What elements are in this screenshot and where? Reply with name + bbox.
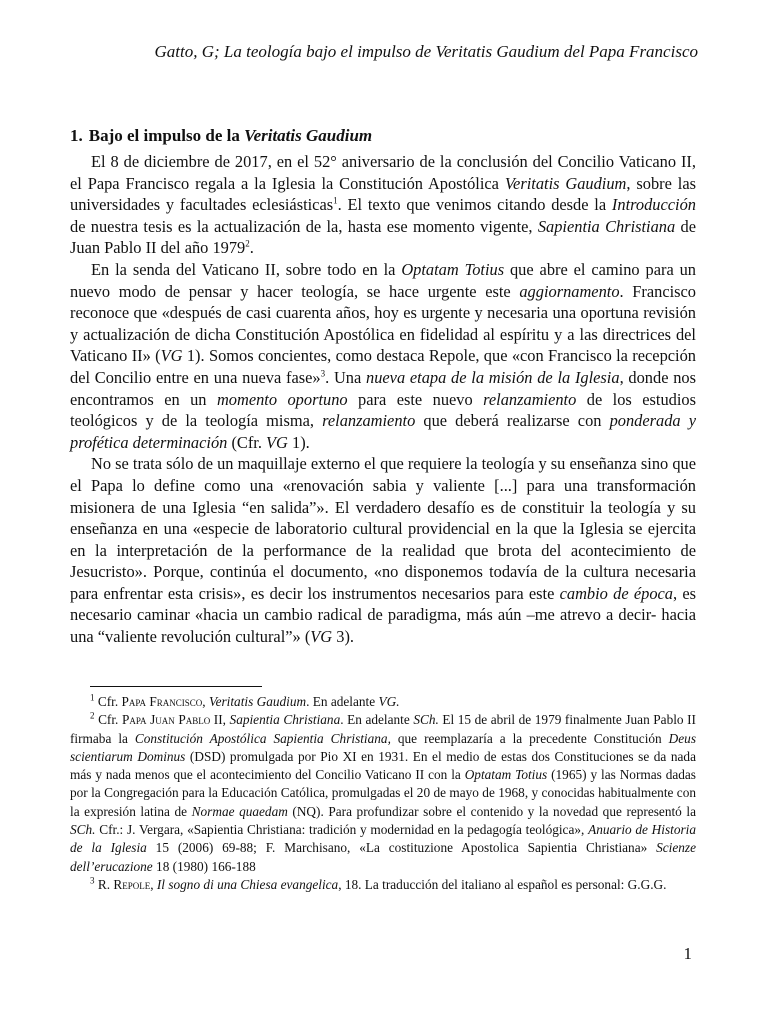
- text-run: (Cfr.: [227, 432, 267, 452]
- text-run: que reemplazaría a la precedente Constitución: [390, 730, 669, 746]
- text-run: (1965) y las Normas dadas por la Congregación para la Educación Católica, promulgadas el 20 de mayo de 1968, y conocidas habitualmente con la expresión latina de: [70, 767, 696, 819]
- italic-run: Sapientia Christiana: [537, 216, 676, 236]
- text-run: Cfr.: [94, 694, 122, 709]
- footnote-mark: 1: [90, 692, 95, 703]
- text-run: que deberá realizarse con: [415, 411, 610, 431]
- section-number: 1.: [70, 126, 83, 145]
- italic-run: Scienze dell’erucazione: [70, 840, 696, 874]
- text-run: , donde nos encontramos en un: [70, 367, 696, 409]
- text-run: No se trata sólo de un maquillaje externo el que requiere la teología y su enseñanza sino que el Papa lo define como una «renovación sabia y valiente [...] para una transformación misionera de una Iglesia “en salida”». El verdadero desafío es de constituir la teología y su enseñanza en una «especie de laboratorio cultural providencial en la que la Iglesia se ejercita en la interpretación de la performance de la realidad que brota del acontecimiento de Jesucristo». Porque, continúa el documento, «no disponemos todavía de la cultura necesaria para enfrentar esta crisis», es decir los instrumentos necesarios para este: [70, 454, 696, 603]
- text-run: 1).: [287, 432, 310, 452]
- text-run: que abre el camino para un nuevo modo de pensar y hacer teología, se hace urgente este: [70, 259, 697, 301]
- text-run: de Juan Pablo II del año 1979: [70, 216, 696, 258]
- text-run: Cfr.: [94, 712, 122, 728]
- author-name: Papa Juan Pablo: [121, 712, 211, 728]
- main-text: [70, 125, 696, 648]
- italic-run: SCh.: [413, 712, 439, 728]
- text-run: , sobre las universidades y facultades eclesiásticas: [70, 173, 696, 215]
- text-run: (DSD) promulgada por Pio XI en 1931. En el medio de estas dos Constituciones se da nada más y nada menos que el acontecimiento del Concilio Vaticano II con la: [70, 748, 696, 783]
- page-number: 1: [683, 944, 692, 963]
- italic-run: Veritatis Gaudium: [504, 173, 627, 193]
- paragraph-1: [70, 151, 696, 259]
- italic-run: Normae quaedam: [191, 803, 288, 819]
- text-run: 1). Somos concientes, como destaca Repole, que «con Francisco la recepción del Concilio entre en una nueva fase»: [70, 346, 696, 387]
- author-name: Papa Francisco: [121, 694, 203, 709]
- italic-run: relanzamiento: [322, 411, 416, 431]
- text-run: Cfr.: J. Vergara, «Sapientia Christiana: tradición y modernidad en la pedagogía teológica»,: [95, 822, 589, 838]
- text-run: El 8 de diciembre de 2017, en el 52° aniversario de la conclusión del Concilio Vaticano II, el Papa Francisco regala a la Iglesia la Constitución Apostólica: [70, 152, 696, 193]
- text-run: R.: [94, 876, 114, 892]
- paragraph-3: [70, 453, 696, 647]
- paragraph-2: [70, 259, 696, 453]
- text-run: II,: [210, 712, 230, 728]
- italic-run: VG: [310, 627, 333, 647]
- text-run: El 15 de abril de 1979 finalmente Juan Pablo II firmaba la: [70, 712, 696, 746]
- footnotes: [70, 693, 696, 894]
- text-run: para este nuevo: [347, 389, 484, 409]
- text-run: de nuestra tesis es la actualización de la, hasta ese momento vigente,: [70, 216, 538, 236]
- italic-run: Constitución Apostólica Sapientia Christiana,: [134, 730, 391, 746]
- text-run: . En adelante: [306, 694, 379, 709]
- italic-run: VG: [266, 432, 288, 452]
- italic-run: momento oportuno: [216, 389, 348, 409]
- footnote-ref[interactable]: 3: [320, 368, 326, 379]
- text-run: . Una: [325, 367, 366, 387]
- italic-run: relanzamiento: [483, 389, 577, 409]
- author-name: Repole: [113, 876, 151, 892]
- text-run: , es necesario caminar «hacia un cambio radical de paradigma, más aún –me atrevo a decir- hacia una “valiente revolución cultural”» (: [70, 583, 696, 647]
- italic-run: cambio de época: [559, 583, 673, 603]
- text-run: 3).: [332, 627, 355, 647]
- text-run: de los estudios teológicos y de la teología misma,: [70, 389, 696, 431]
- italic-run: SCh.: [70, 822, 96, 838]
- italic-run: Deus scientiarum Dominus: [70, 730, 696, 764]
- footnote-3: [70, 876, 696, 894]
- italic-run: Optatam Totius: [464, 767, 548, 783]
- running-header: Gatto, G; La teología bajo el impulso de Veritatis Gaudium del Papa Francisco: [154, 42, 698, 61]
- italic-run: Introducción: [611, 195, 696, 215]
- text-run: ,: [202, 694, 209, 709]
- italic-run: ponderada y profética determinación: [70, 411, 696, 452]
- footnote-mark: 2: [90, 710, 95, 721]
- text-run: 18 (1980) 166-188: [152, 858, 256, 874]
- text-run: ,: [150, 876, 157, 892]
- text-run: (NQ). Para profundizar sobre el contenido y la novedad que representó la: [287, 803, 696, 819]
- footnote-ref[interactable]: 1: [333, 195, 338, 206]
- text-run: .: [249, 238, 254, 258]
- section-heading: [70, 125, 696, 147]
- footnote-2: [70, 711, 696, 876]
- section-title-italic: Veritatis Gaudium: [244, 126, 373, 145]
- italic-run: aggiornamento: [519, 281, 620, 301]
- italic-run: nueva etapa de la misión de la Iglesia: [366, 367, 620, 387]
- footnote-mark: 3: [90, 875, 95, 886]
- footnote-ref[interactable]: 2: [245, 238, 250, 249]
- footnote-separator: [90, 686, 262, 687]
- italic-run: Veritatis Gaudium: [208, 694, 307, 709]
- text-run: . Francisco reconoce que «después de casi cuarenta años, hoy es urgente y necesaria una oportuna revisión y actualización de dicha Constitución Apostólica en fidelidad al espíritu y a las directrices del Vaticano II» (: [70, 281, 696, 366]
- text-run: En la senda del Vaticano II, sobre todo en la: [91, 259, 402, 279]
- text-run: . El texto que venimos citando desde la: [337, 195, 612, 215]
- italic-run: Anuario de Historia de la Iglesia: [70, 822, 697, 856]
- text-run: 15 (2006) 69-88; F. Marchisano, «La costituzione Apostolica Sapientia Christiana»: [146, 840, 657, 856]
- italic-run: VG: [160, 346, 183, 366]
- italic-run: Il sogno di una Chiesa evangelica: [156, 876, 339, 892]
- italic-run: Sapientia Christiana: [229, 712, 341, 728]
- text-run: , 18. La traducción del italiano al español es personal: G.G.G.: [338, 876, 667, 892]
- footnote-1: [70, 693, 696, 711]
- section-title-plain: Bajo el impulso de la: [88, 126, 240, 145]
- text-run: . En adelante: [340, 712, 414, 728]
- italic-run: Optatam Totius: [401, 259, 505, 279]
- italic-run: VG.: [378, 694, 400, 709]
